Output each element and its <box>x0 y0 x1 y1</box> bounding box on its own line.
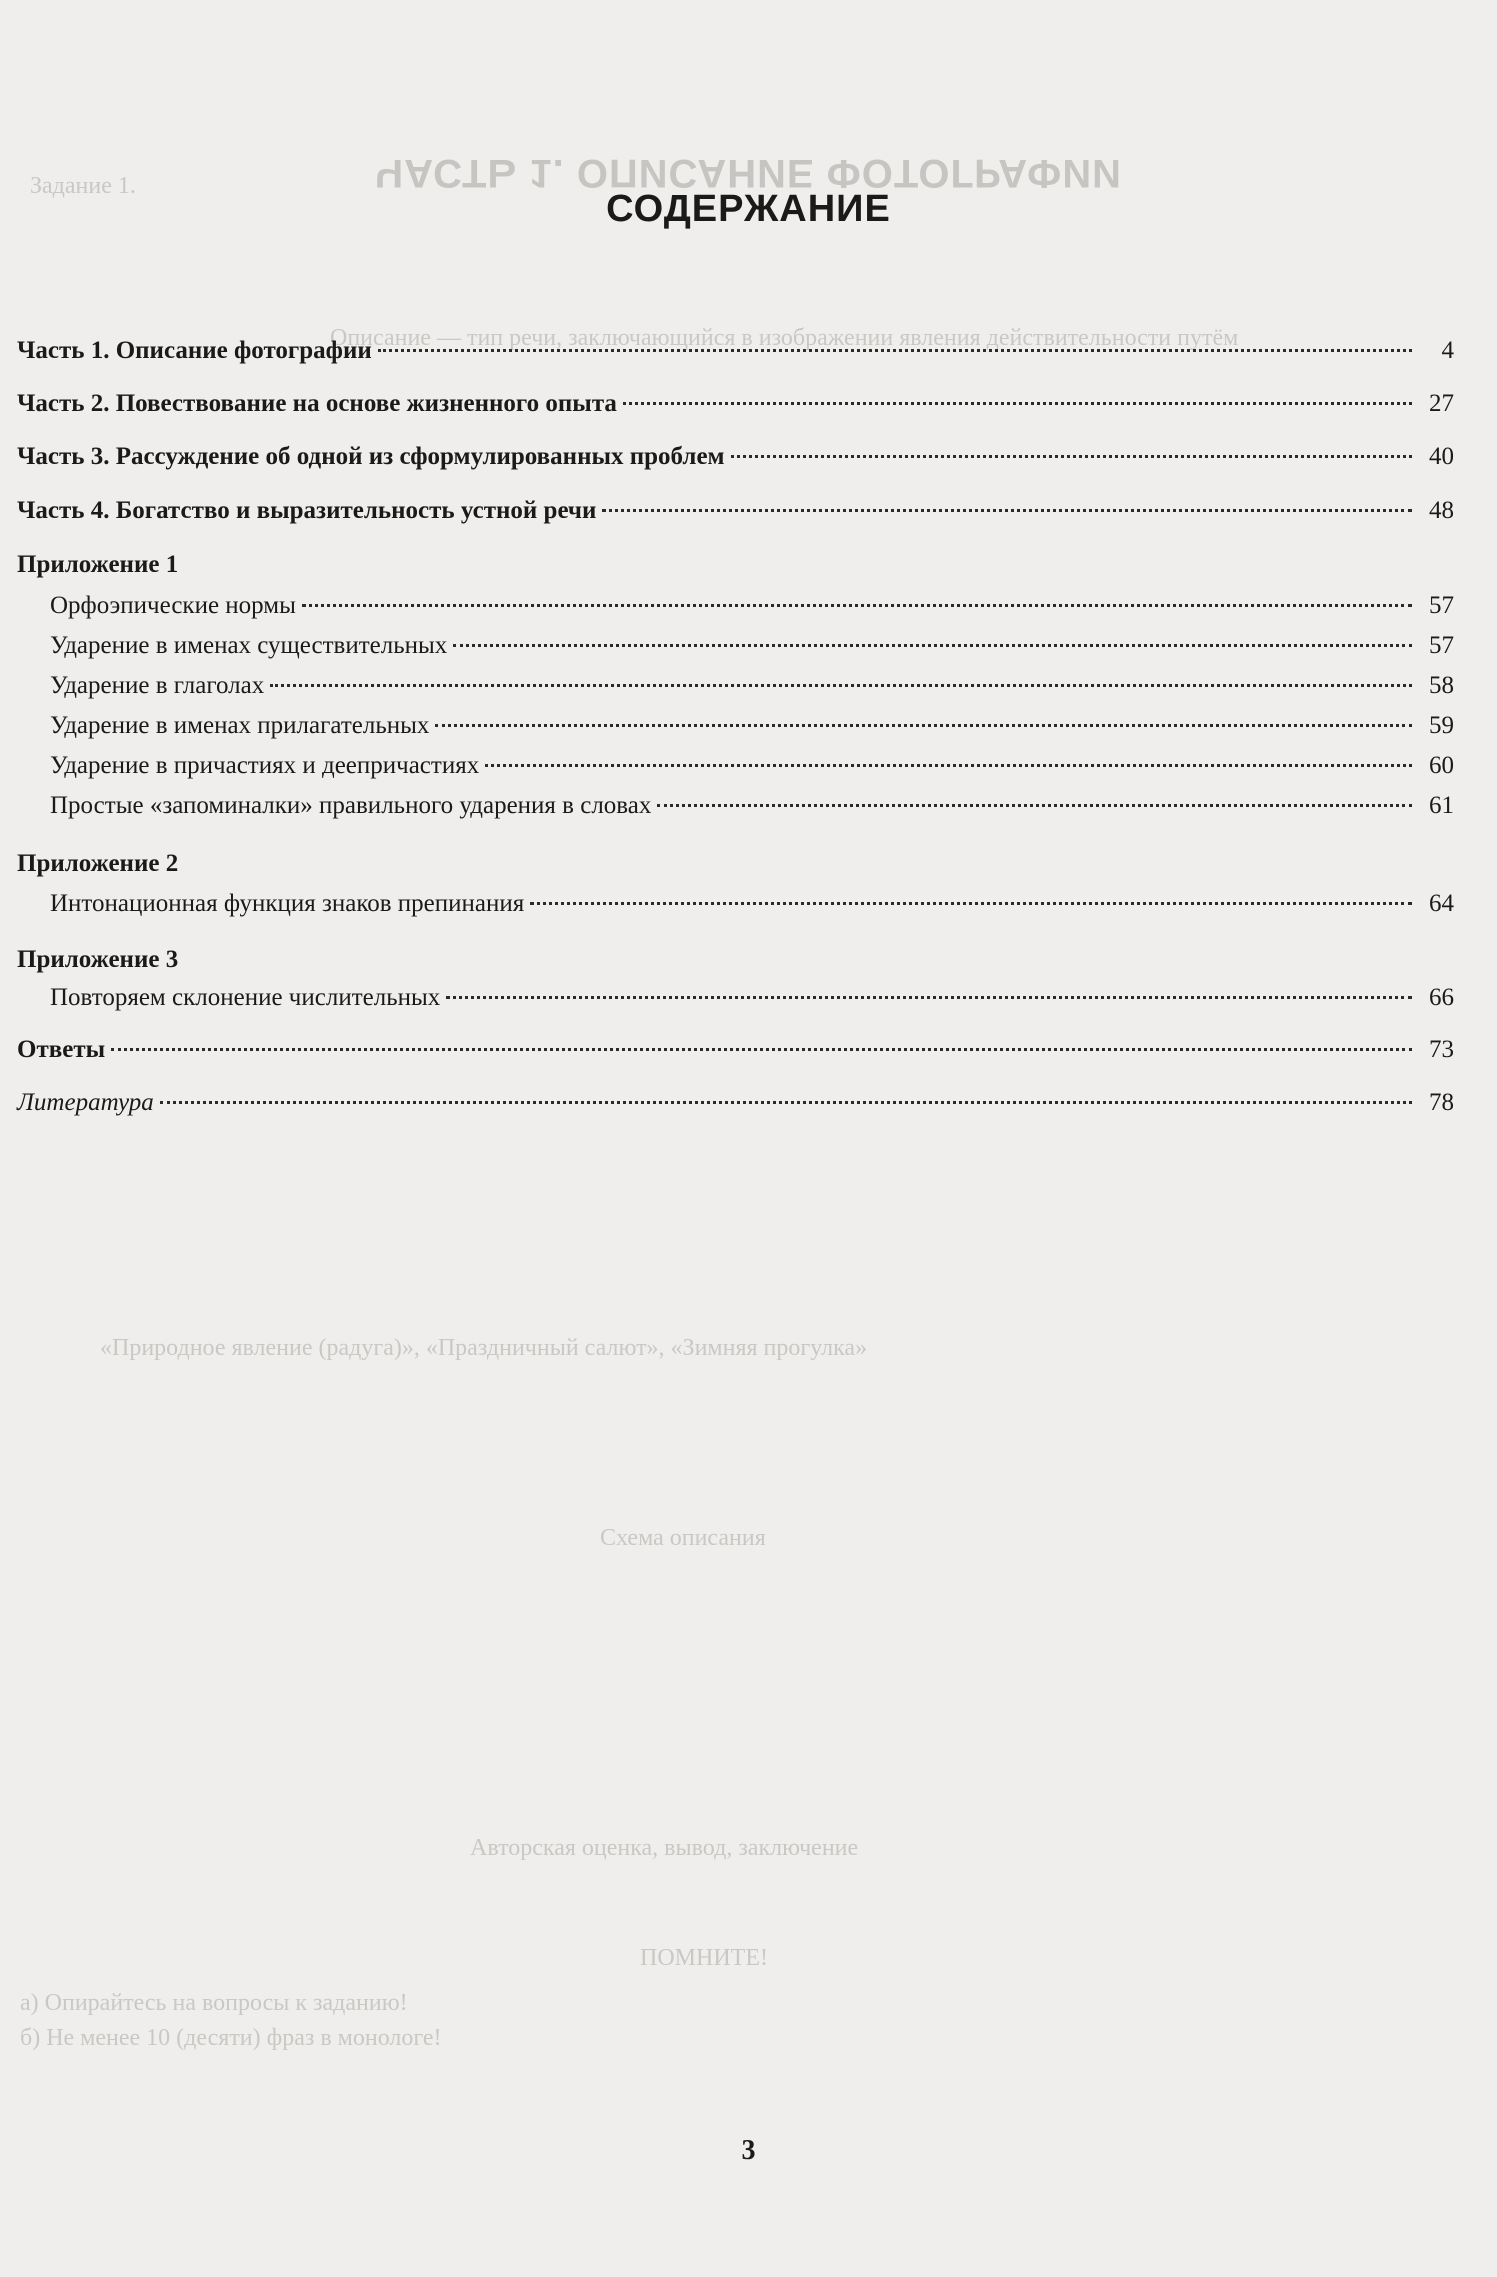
toc-entry-part-1[interactable] <box>17 337 1454 377</box>
dot-leader <box>446 996 1412 999</box>
toc-entry-part-4[interactable] <box>17 497 1454 537</box>
toc-entry-label: Часть 2. Повествование на основе жизненного опыта <box>17 390 617 417</box>
dot-leader <box>111 1048 1412 1051</box>
dot-leader <box>160 1101 1412 1104</box>
bleed-through-text: ПОМНИТЕ! <box>640 1945 768 1971</box>
dot-leader <box>485 764 1412 767</box>
bleed-through-text: Авторская оценка, вывод, заключение <box>470 1835 859 1861</box>
toc-entry-page: 48 <box>1429 497 1454 524</box>
bleed-through-heading: ЧАСТЬ 1. ОПИСАНИЕ ФОТОГРАФИИ <box>375 151 1122 195</box>
page-title: СОДЕРЖАНИЕ <box>606 188 891 230</box>
toc-entry-label: Ответы <box>17 1036 106 1063</box>
toc-entry-page: 66 <box>1429 984 1454 1011</box>
toc-entry-page: 59 <box>1429 712 1454 739</box>
appendix-2-heading: Приложение 2 <box>17 850 179 877</box>
toc-entry-page: 64 <box>1429 890 1454 917</box>
toc-entry-appendix-1-item[interactable] <box>50 792 1454 832</box>
toc-entry-label: Часть 1. Описание фотографии <box>17 337 372 364</box>
toc-entry-part-2[interactable] <box>17 390 1454 430</box>
bleed-through-text: Задание 1. <box>30 173 136 199</box>
toc-entry-appendix-1-item[interactable] <box>50 752 1454 792</box>
toc-entry-page: 78 <box>1429 1089 1454 1116</box>
dot-leader <box>435 724 1412 727</box>
bleed-through-text: Схема описания <box>600 1525 766 1551</box>
toc-entry-page: 27 <box>1429 390 1454 417</box>
toc-entry-literature[interactable] <box>17 1089 1454 1129</box>
toc-entry-label: Часть 4. Богатство и выразительность устной речи <box>17 497 597 524</box>
toc-entry-label: Повторяем склонение числительных <box>50 984 441 1011</box>
toc-entry-page: 73 <box>1429 1036 1454 1063</box>
toc-entry-answers[interactable] <box>17 1036 1454 1076</box>
toc-entry-page: 4 <box>1441 337 1454 364</box>
toc-entry-appendix-1-item[interactable] <box>50 592 1454 632</box>
toc-entry-page: 60 <box>1429 752 1454 779</box>
toc-entry-part-3[interactable] <box>17 443 1454 483</box>
dot-leader <box>623 402 1412 405</box>
dot-leader <box>453 644 1412 647</box>
appendix-3-heading: Приложение 3 <box>17 946 179 973</box>
toc-entry-page: 57 <box>1429 592 1454 619</box>
toc-entry-appendix-3-item[interactable] <box>50 984 1454 1024</box>
toc-entry-page: 61 <box>1429 792 1454 819</box>
dot-leader <box>731 455 1412 458</box>
toc-entry-appendix-1-item[interactable] <box>50 672 1454 712</box>
bleed-through-text: а) Опирайтесь на вопросы к заданию! <box>20 1990 408 2016</box>
toc-entry-appendix-1-item[interactable] <box>50 632 1454 672</box>
toc-entry-label: Литература <box>17 1089 154 1116</box>
toc-entry-label: Интонационная функция знаков препинания <box>50 890 525 917</box>
toc-entry-label: Простые «запоминалки» правильного ударения в словах <box>50 792 652 819</box>
appendix-1-heading: Приложение 1 <box>17 551 179 578</box>
toc-entry-page: 57 <box>1429 632 1454 659</box>
dot-leader <box>530 902 1412 905</box>
toc-entry-label: Часть 3. Рассуждение об одной из сформулированных проблем <box>17 443 725 470</box>
toc-entry-appendix-1-item[interactable] <box>50 712 1454 752</box>
toc-entry-label: Ударение в именах существительных <box>50 632 448 659</box>
bleed-through-text: Описание — тип речи, заключающийся в изображении явления действительности путём <box>330 325 1239 351</box>
toc-entry-page: 40 <box>1429 443 1454 470</box>
dot-leader <box>270 684 1412 687</box>
bleed-through-text: б) Не менее 10 (десяти) фраз в монологе! <box>20 2025 442 2051</box>
dot-leader <box>602 509 1412 512</box>
dot-leader <box>657 804 1412 807</box>
toc-entry-label: Ударение в глаголах <box>50 672 265 699</box>
page-number: 3 <box>741 2135 756 2166</box>
toc-entry-label: Ударение в именах прилагательных <box>50 712 430 739</box>
toc-entry-page: 58 <box>1429 672 1454 699</box>
dot-leader <box>302 604 1412 607</box>
dot-leader <box>378 349 1412 352</box>
toc-entry-appendix-2-item[interactable] <box>50 890 1454 930</box>
toc-entry-label: Орфоэпические нормы <box>50 592 296 619</box>
toc-entry-label: Ударение в причастиях и деепричастиях <box>50 752 480 779</box>
bleed-through-text: «Природное явление (радуга)», «Праздничный салют», «Зимняя прогулка» <box>100 1335 868 1361</box>
